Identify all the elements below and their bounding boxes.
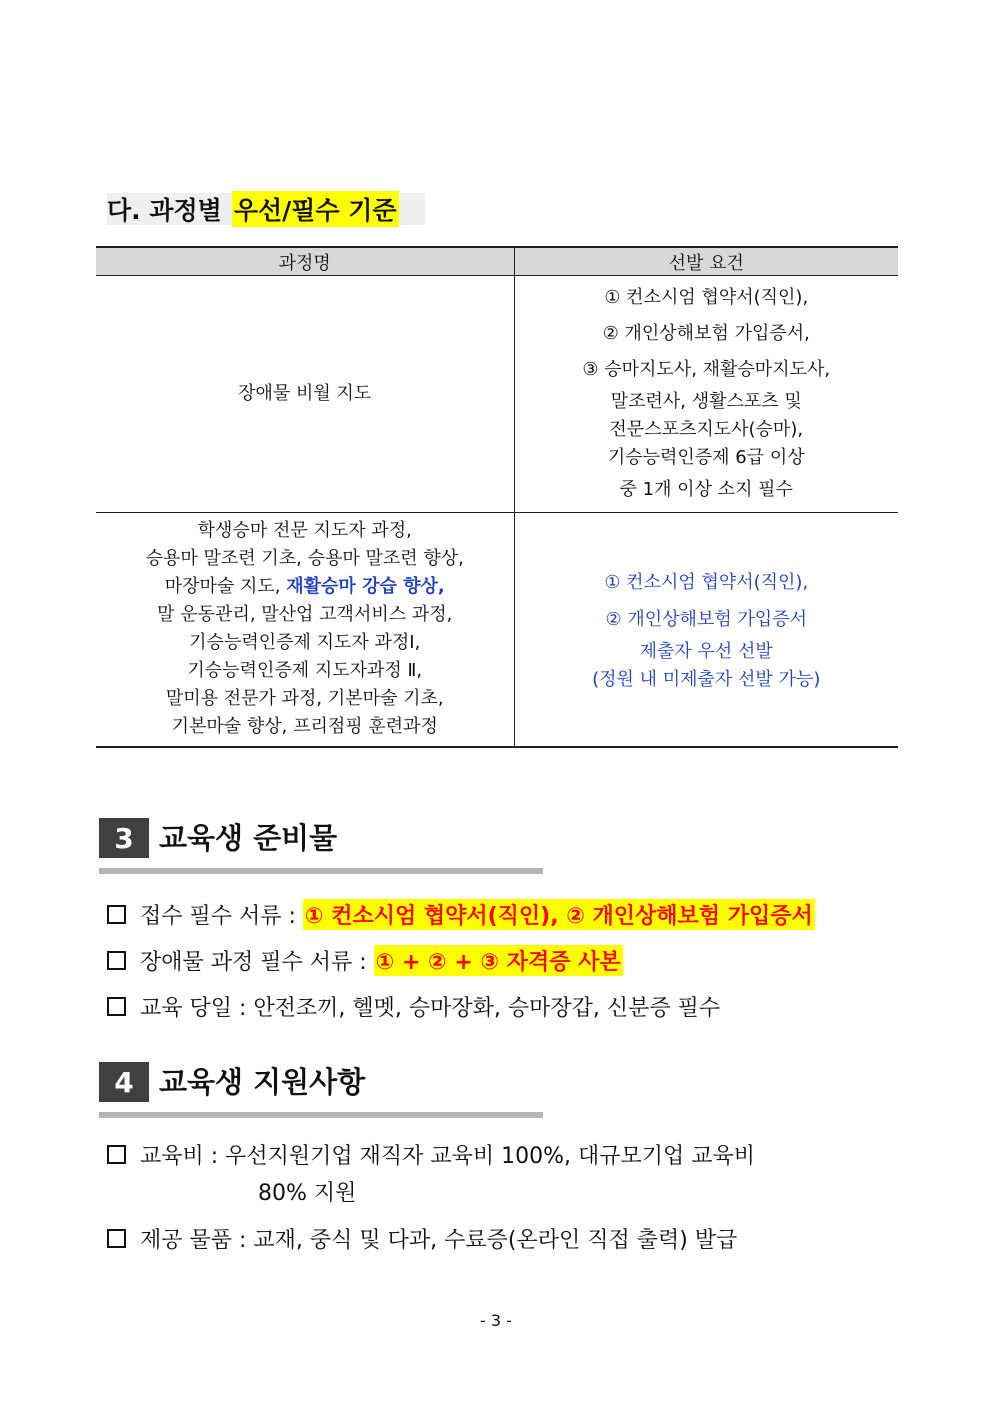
course-line-part: 마장마술 지도, <box>164 576 281 598</box>
requirement-line: 말조련사, 생활스포츠 및 <box>610 391 802 412</box>
item-label: 제공 물품 : 교재, 중식 및 다과, 수료증(온라인 직접 출력) 발급 <box>140 1228 738 1253</box>
requirement-line: ① 컨소시엄 협약서(직인), <box>604 572 809 594</box>
section-underline <box>99 868 543 874</box>
subsection-heading <box>107 193 425 225</box>
requirement-line: 기승능력인증제 6급 이상 <box>607 447 805 468</box>
subsection-heading-prefix: 다. 과정별 <box>107 196 222 225</box>
section-4-heading <box>99 1062 543 1118</box>
page-number: - 3 - <box>480 1311 512 1330</box>
list-item <box>107 1139 755 1170</box>
course-line: 기본마술 향상, 프리점핑 훈련과정 <box>171 716 438 738</box>
item-label: 접수 필수 서류 : <box>140 904 296 929</box>
table-row <box>96 513 898 747</box>
checkbox-square-icon <box>107 1145 126 1164</box>
course-line: 말 운동관리, 말산업 고객서비스 과정, <box>157 604 453 626</box>
item-continuation: 80% 지원 <box>258 1181 357 1206</box>
list-item <box>107 991 720 1022</box>
checkbox-square-icon <box>107 1229 126 1248</box>
item-highlight: ① 컨소시엄 협약서(직인), ② 개인상해보험 가입증서 <box>303 899 815 930</box>
course-line: 말미용 전문가 과정, 기본마술 기초, <box>165 688 444 710</box>
course-line: 기승능력인증제 지도자과정 Ⅱ, <box>187 660 423 682</box>
course-cell <box>96 513 514 747</box>
requirement-line: ① 컨소시엄 협약서(직인), <box>604 287 809 308</box>
section-3-heading <box>99 818 543 874</box>
selection-criteria-table <box>96 246 898 748</box>
section-underline <box>99 1112 543 1118</box>
item-label: 교육비 : 우선지원기업 재직자 교육비 100%, 대규모기업 교육비 <box>140 1144 756 1169</box>
item-highlight: ① + ② + ③ 자격증 사본 <box>374 945 623 976</box>
requirement-line: 제출자 우선 선발 <box>639 641 773 663</box>
checkbox-square-icon <box>107 997 126 1016</box>
header-course-name: 과정명 <box>96 247 514 276</box>
checkbox-square-icon <box>107 951 126 970</box>
list-item <box>107 1223 737 1254</box>
list-item <box>107 945 623 976</box>
item-label: 장애물 과정 필수 서류 : <box>140 950 367 975</box>
list-item <box>107 899 815 930</box>
course-line: 장애물 비월 지도 <box>238 383 372 404</box>
requirement-line: ③ 승마지도사, 재활승마지도사, <box>582 359 831 380</box>
table-row <box>96 276 898 513</box>
section-title: 교육생 지원사항 <box>159 1065 366 1099</box>
section-number-badge: 4 <box>99 1062 149 1102</box>
course-line: 승용마 말조련 기초, 승용마 말조련 향상, <box>145 548 464 570</box>
course-line <box>165 573 445 601</box>
item-label: 교육 당일 : 안전조끼, 헬멧, 승마장화, 승마장갑, 신분증 필수 <box>140 996 721 1021</box>
requirements-cell <box>514 513 898 747</box>
requirement-line: ② 개인상해보험 가입증서, <box>602 323 810 344</box>
section-title: 교육생 준비물 <box>159 821 338 855</box>
course-line: 기승능력인증제 지도자 과정Ⅰ, <box>189 632 421 654</box>
requirement-line: 중 1개 이상 소지 필수 <box>619 479 793 500</box>
section-number-badge: 3 <box>99 818 149 858</box>
checkbox-square-icon <box>107 905 126 924</box>
requirement-line: ② 개인상해보험 가입증서 <box>605 609 807 631</box>
subsection-heading-highlight: 우선/필수 기준 <box>232 191 399 227</box>
header-selection-requirements: 선발 요건 <box>514 247 898 276</box>
requirements-cell <box>514 276 898 513</box>
requirement-line: (정원 내 미제출자 선발 가능) <box>592 669 821 691</box>
requirement-line: 전문스포츠지도사(승마), <box>609 419 804 440</box>
course-line-emphasis: 재활승마 강습 향상, <box>286 576 445 598</box>
course-line: 학생승마 전문 지도자 과정, <box>197 520 412 542</box>
course-cell <box>96 276 514 513</box>
